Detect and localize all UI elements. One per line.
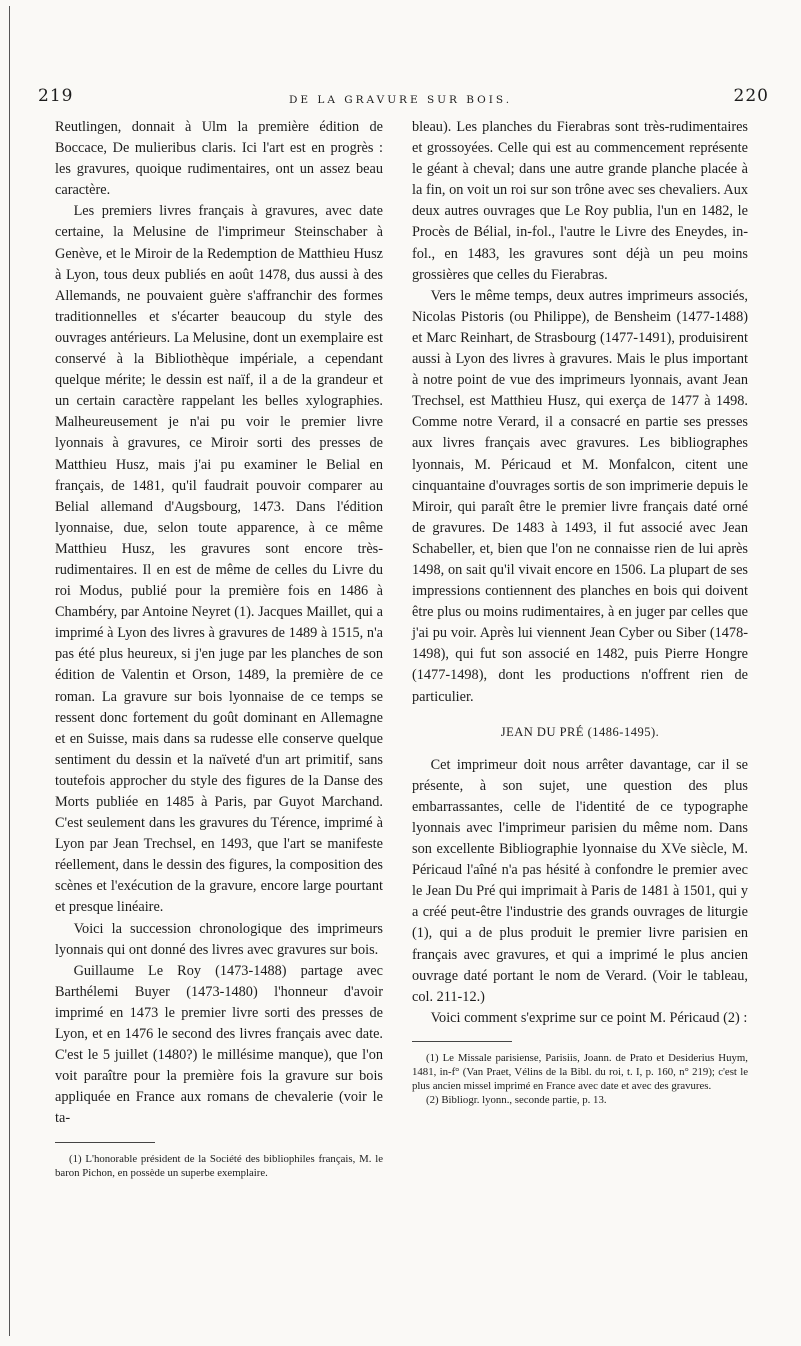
footnote-rule — [55, 1142, 155, 1143]
footnote: (2) Bibliogr. lyonn., seconde partie, p. 13. — [426, 1093, 607, 1106]
footnote-rule — [412, 1041, 512, 1042]
paragraph: Voici comment s'exprime sur ce point M. Péricaud (2) : — [430, 1009, 748, 1026]
footnote: (1) L'honorable président de la Société des bibliophiles français, M. le baron Pichon, en possède un superbe exemplaire. — [55, 1152, 383, 1179]
right-column — [412, 117, 748, 1107]
paragraph: Les premiers livres français à gravures, avec date certaine, la Melusine de l'imprimeur Steinschaber à Genève, et le Miroir de la Redemption de Matthieu Husz à Lyon, tous deux publiés en août 1478, dus aussi à des Allemands, ne pouvaient guère s'affranchir des formes traditionnelles et s'écarter beaucoup du style des ouvrages antérieurs. La Melusine, dont un exemplaire est conservé à la Bibliothèque impériale, a cependant quelque mérite; le dessin est naïf, il a de la grandeur et un certain caractère rappelant les belles xylographies. Malheureusement je n'ai pu voir le premier livre lyonnais à gravures, ce Miroir sorti des presses de Matthieu Husz, mais j'ai pu examiner le Belial en français, de 1481, qu'il faudrait pouvoir comparer au Belial allemand d'Augsbourg, 1473. Dans l'édition lyonnaise, due, selon toute apparence, à ce même Matthieu Husz, les gravures sont encore très-rudimentaires. Il en est de même de celles du Livre du roi Modus, publié pour la première fois en 1486 à Chambéry, par Antoine Neyret (1). Jacques Maillet, qui a imprimé à Lyon des livres à gravures de 1489 à 1515, n'a pas été plus heureux, si j'en juge par les planches de son édition de Valentin et Orson, 1489, la première de ce roman. La gravure sur bois lyonnaise de ce temps se ressent donc fortement du goût dominant en Allemagne et en Suisse, mais dans sa rudesse elle conserve quelque sentiment du dessin et la naïveté d'un art primitif, sans toutefois approcher du style des figures de la Danse des Morts publiée en 1485 à Paris, par Guyot Marchand. C'est seulement dans les gravures du Térence, imprimé à Lyon par Jean Trechsel, en 1493, que l'art se manifeste réellement, dans le dessin des figures, la composition des scènes et l'exécution de la gravure, encore large pourtant et presque linéaire. — [55, 203, 383, 916]
footnote: (1) Le Missale parisiense, Parisiis, Joann. de Prato et Desiderius Huym, 1481, in-f° (Van Praet, Vélins de la Bibl. du roi, t. I, p. 160, n° 219); c'est le plus ancien missel imprimé en France avec date et avec des gravures. — [412, 1051, 748, 1092]
page-header — [0, 86, 801, 116]
paragraph: bleau). Les planches du Fierabras sont très-rudimentaires et grossoyées. Celle qui est au commencement représente le géant à cheval; dans une autre grande planche placée à la fin, on voit un roi sur son trône avec ses chevaliers. Aux deux autres ouvrages que Le Roy publia, l'un en 1482, le Procès de Bélial, in-fol., l'autre le Livre des Eneydes, in-fol., en 1483, les gravures sont déjà un peu moins grossières que celles du Fierabras. — [412, 119, 748, 283]
paragraph: Cet imprimeur doit nous arrêter davantage, car il se présente, à son sujet, une question des plus embarrassantes, celle de l'identité de ce typographe lyonnais avec l'imprimeur parisien du même nom. Dans son excellente Bibliographie lyonnaise du XVe siècle, M. Péricaud l'aîné n'a pas hésité à confondre le premier avec le Jean Du Pré qui imprimait à Paris de 1481 à 1501, qui y a créé peut-être l'industrie des grands ouvrages de liturgie (1), qui a de plus produit le premier livre parisien en français avec gravures, et qui a imprimé le plus ancien ouvrage daté portant le nom de Verard. (Voir le tableau, col. 211-12.) — [412, 756, 748, 1005]
paragraph: Reutlingen, donnait à Ulm la première édition de Boccace, De mulieribus claris. Ici l'art est en progrès : les gravures, quoique rudimentaires, ont un assez beau caractère. — [55, 119, 383, 199]
paragraph: Vers le même temps, deux autres imprimeurs associés, Nicolas Pistoris (ou Philippe), de Bensheim (1477-1488) et Marc Reinhart, de Strasbourg (1477-1491), produisirent aussi à Lyon des livres à gravures. Mais le plus important à notre point de vue des imprimeurs lyonnais, avant Jean Trechsel, est Matthieu Husz, qui exerça de 1477 à 1498. Comme notre Verard, il a consacré en partie ses presses aux livres français avec gravures. Les bibliographes lyonnais, M. Péricaud et M. Monfalcon, citent une cinquantaine d'ouvrages sortis de son imprimerie depuis le Miroir, qui paraît être le premier livre français daté orné de gravures. De 1483 à 1493, il fut associé avec Jean Schabeller, et, bien que l'on ne connaisse rien de lui après 1498, on sait qu'il vivait encore en 1506. La plupart de ses impressions contiennent des planches en bois qui doivent être plus ou moins rudimentaires, à en juger par celles que j'ai pu voir. Après lui viennent Jean Cyber ou Siber (1478-1498), qui fut son associé en 1482, puis Pierre Hongre (1477-1498), dont les productions n'offrent rien de particulier. — [412, 287, 748, 705]
paragraph: Guillaume Le Roy (1473-1488) partage avec Barthélemi Buyer (1473-1480) l'honneur d'avoir imprimé en 1473 le premier livre sorti des presses de Lyon, et en 1476 le second des livres français avec date. C'est le 5 juillet (1480?) le millésime manque), que l'on voit paraître pour la première fois la gravure sur bois appliquée en France aux romans de chevalerie (voir le ta- — [55, 962, 383, 1127]
page-number-right: 220 — [733, 86, 769, 106]
running-title: DE LA GRAVURE SUR BOIS. — [288, 94, 513, 106]
page-number-left: 219 — [38, 86, 74, 106]
paragraph: Voici la succession chronologique des imprimeurs lyonnais qui ont donné des livres avec gravures sur bois. — [55, 920, 383, 958]
page-edge-rule — [9, 6, 10, 1336]
section-heading: JEAN DU PRÉ (1486-1495). — [500, 724, 660, 739]
left-column — [55, 117, 383, 1180]
